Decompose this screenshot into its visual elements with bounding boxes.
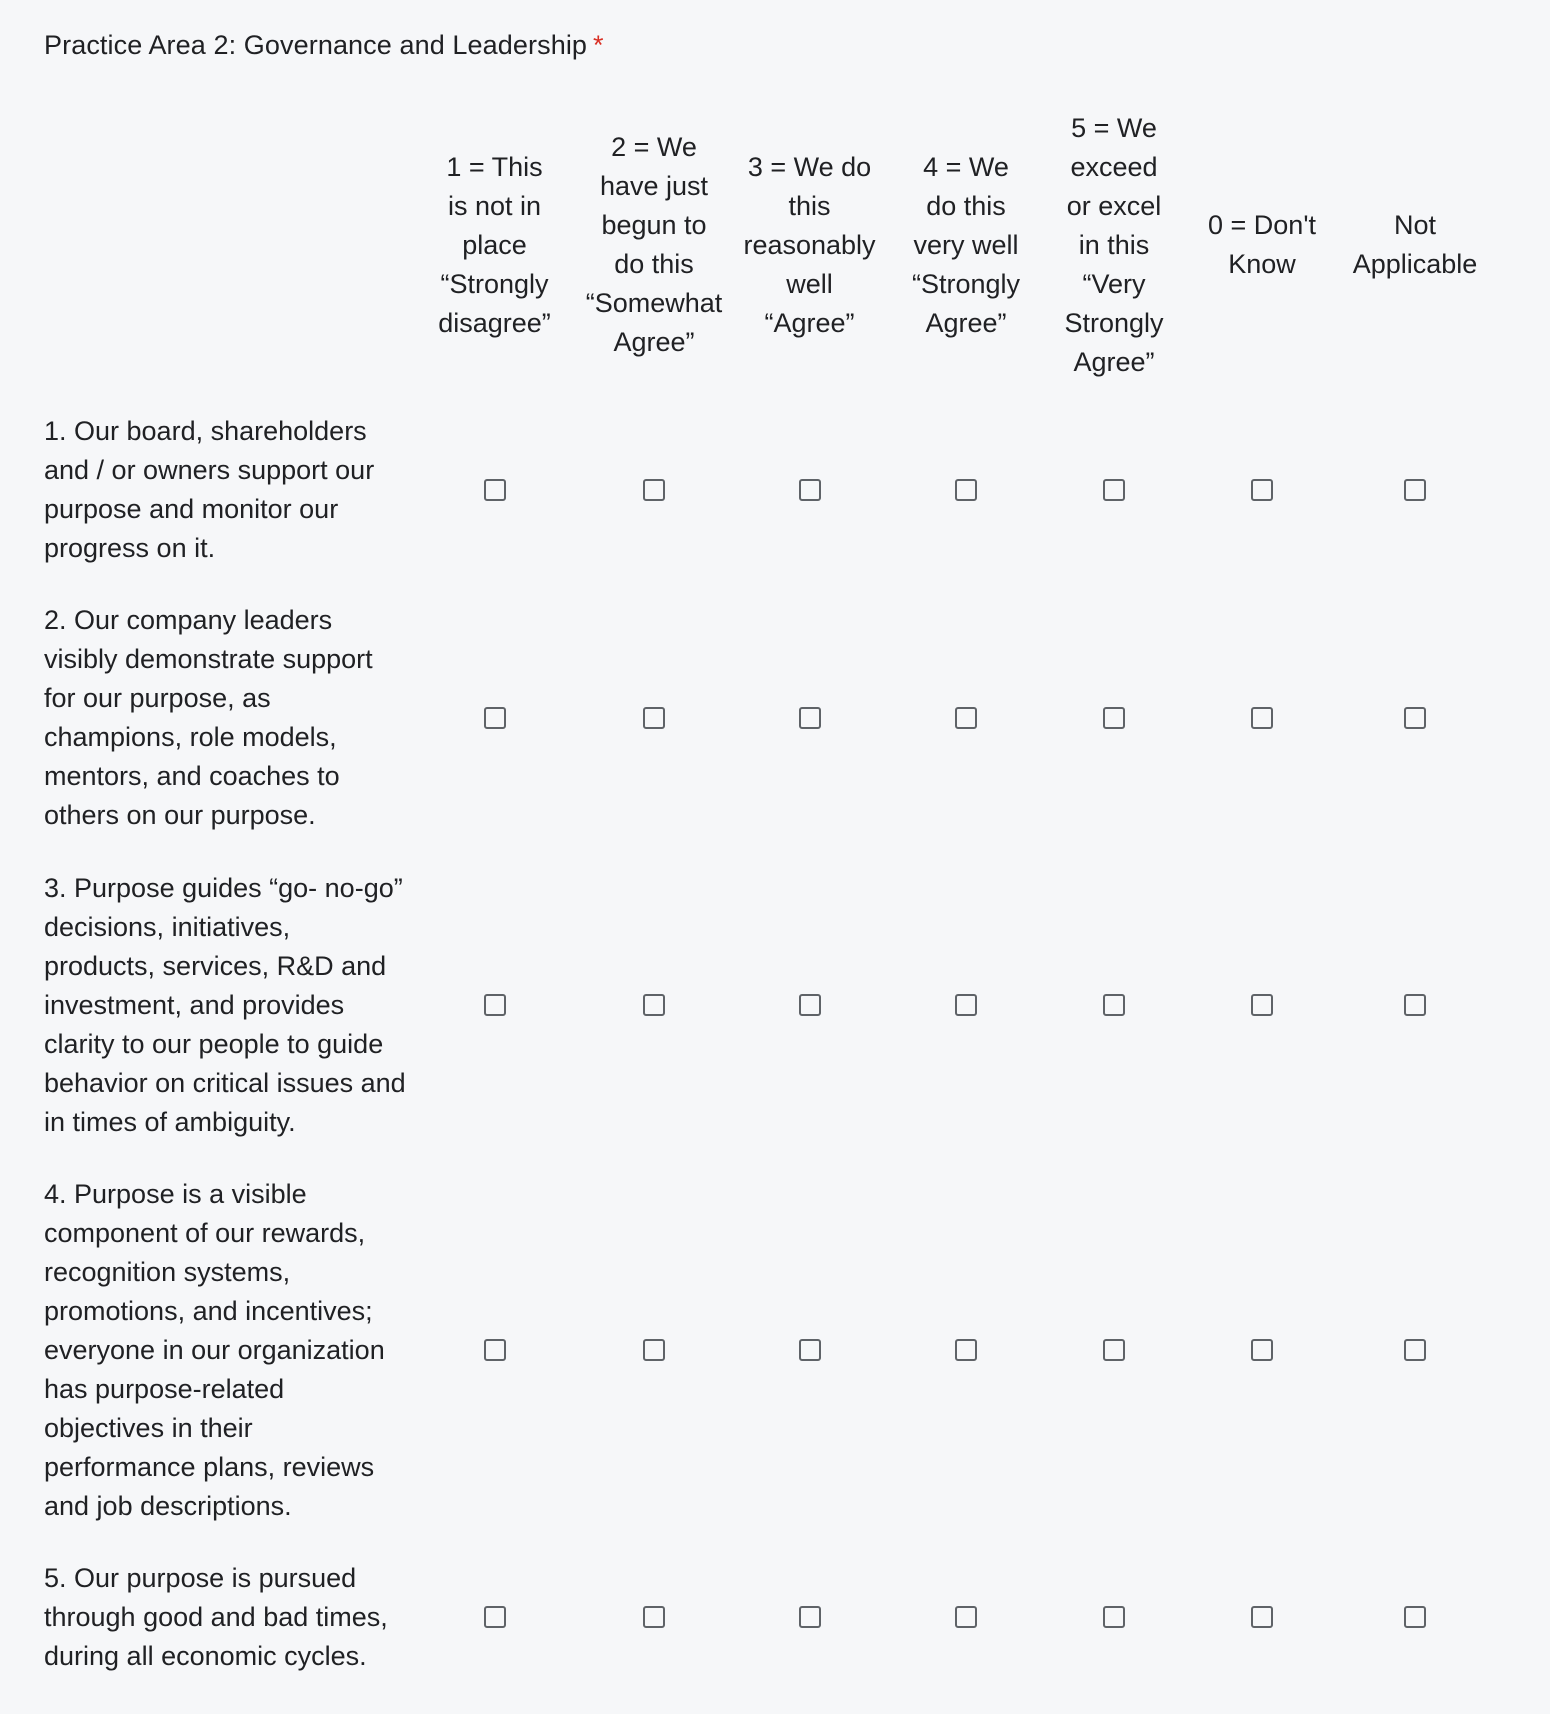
checkbox-row2-col5[interactable] <box>1103 707 1125 729</box>
grid-row-3 <box>44 852 1494 1158</box>
checkbox-row5-col5[interactable] <box>1103 1606 1125 1628</box>
grid-row-2 <box>44 584 1494 852</box>
checkbox-row1-col7[interactable] <box>1404 479 1426 501</box>
grid-cell <box>581 1542 727 1692</box>
grid-cell <box>892 584 1040 852</box>
grid-cell <box>727 1158 892 1542</box>
row-label-2: 2. Our company leaders visibly demonstrate support for our purpose, as champions, role models, mentors, and coaches to others on our purpose. <box>44 605 373 830</box>
checkbox-row3-col4[interactable] <box>955 994 977 1016</box>
grid-cell <box>581 1158 727 1542</box>
checkbox-row2-col6[interactable] <box>1251 707 1273 729</box>
checkbox-row3-col7[interactable] <box>1404 994 1426 1016</box>
grid-cell <box>727 1542 892 1692</box>
checkbox-row3-col1[interactable] <box>484 994 506 1016</box>
grid-cell <box>581 584 727 852</box>
grid-cell <box>1040 1158 1188 1542</box>
grid-cell <box>1336 396 1494 584</box>
grid-cell <box>408 584 581 852</box>
row-label-1: 1. Our board, shareholders and / or owners support our purpose and monitor our progress on it. <box>44 416 375 563</box>
question-title-text: Practice Area 2: Governance and Leadership <box>44 30 588 60</box>
grid-row-5 <box>44 1542 1494 1692</box>
checkbox-row5-col6[interactable] <box>1251 1606 1273 1628</box>
checkbox-row1-col6[interactable] <box>1251 479 1273 501</box>
grid-cell <box>1188 584 1336 852</box>
question-governance-leadership <box>44 26 1524 1671</box>
checkbox-row1-col4[interactable] <box>955 479 977 501</box>
checkbox-row2-col7[interactable] <box>1404 707 1426 729</box>
column-header-not-applicable: Not Applicable <box>1352 210 1478 279</box>
grid-row-4 <box>44 1158 1494 1542</box>
checkbox-row2-col3[interactable] <box>799 707 821 729</box>
grid-cell <box>408 396 581 584</box>
grid-cell <box>1040 396 1188 584</box>
checkbox-row4-col1[interactable] <box>484 1339 506 1361</box>
checkbox-grid <box>44 94 1494 1692</box>
grid-cell <box>1040 584 1188 852</box>
column-header-0-dont-know: 0 = Don't Know <box>1208 210 1316 279</box>
row-label-3: 3. Purpose guides “go- no-go” decisions, initiatives, products, services, R&D and investment, and provides clarity to our people to guide behavior on critical issues and in times of ambiguity. <box>44 872 406 1137</box>
checkbox-row3-col5[interactable] <box>1103 994 1125 1016</box>
column-header-5-exceed: 5 = We exceed or excel in this “Very Strongly Agree” <box>1064 112 1164 377</box>
grid-cell <box>1336 1542 1494 1692</box>
grid-cell <box>1336 852 1494 1158</box>
grid-cell <box>727 584 892 852</box>
grid-cell <box>1336 584 1494 852</box>
grid-cell <box>1188 852 1336 1158</box>
grid-cell <box>408 852 581 1158</box>
checkbox-row4-col3[interactable] <box>799 1339 821 1361</box>
grid-cell <box>892 396 1040 584</box>
checkbox-row4-col4[interactable] <box>955 1339 977 1361</box>
checkbox-row2-col1[interactable] <box>484 707 506 729</box>
grid-cell <box>1188 396 1336 584</box>
grid-cell <box>1040 1542 1188 1692</box>
checkbox-row5-col1[interactable] <box>484 1606 506 1628</box>
grid-cell <box>581 396 727 584</box>
column-header-2-just-begun: 2 = We have just begun to do this “Somewhat Agree” <box>585 132 723 357</box>
checkbox-row1-col3[interactable] <box>799 479 821 501</box>
checkbox-row5-col4[interactable] <box>955 1606 977 1628</box>
required-asterisk: * <box>593 30 604 60</box>
grid-row-1 <box>44 396 1494 584</box>
checkbox-row1-col2[interactable] <box>643 479 665 501</box>
grid-corner <box>44 94 408 396</box>
column-header-3-reasonably-well: 3 = We do this reasonably well “Agree” <box>743 151 876 338</box>
question-title <box>44 26 1524 64</box>
checkbox-row4-col6[interactable] <box>1251 1339 1273 1361</box>
column-header-4-very-well: 4 = We do this very well “Strongly Agree” <box>911 151 1021 338</box>
grid-cell <box>1336 1158 1494 1542</box>
grid-cell <box>581 852 727 1158</box>
checkbox-row5-col3[interactable] <box>799 1606 821 1628</box>
grid-cell <box>408 1542 581 1692</box>
grid-header-row <box>44 94 1494 396</box>
grid-cell <box>1188 1158 1336 1542</box>
row-label-4: 4. Purpose is a visible component of our rewards, recognition systems, promotions, and incentives; everyone in our organization has purpose-related objectives in their performance plans, reviews and job descriptions. <box>44 1178 385 1521</box>
checkbox-row3-col6[interactable] <box>1251 994 1273 1016</box>
checkbox-row2-col2[interactable] <box>643 707 665 729</box>
checkbox-row2-col4[interactable] <box>955 707 977 729</box>
checkbox-row4-col2[interactable] <box>643 1339 665 1361</box>
checkbox-row5-col7[interactable] <box>1404 1606 1426 1628</box>
checkbox-row4-col5[interactable] <box>1103 1339 1125 1361</box>
checkbox-row1-col5[interactable] <box>1103 479 1125 501</box>
column-header-1-not-in-place: 1 = This is not in place “Strongly disagree” <box>438 151 551 338</box>
checkbox-row3-col3[interactable] <box>799 994 821 1016</box>
checkbox-row1-col1[interactable] <box>484 479 506 501</box>
checkbox-row4-col7[interactable] <box>1404 1339 1426 1361</box>
checkbox-row3-col2[interactable] <box>643 994 665 1016</box>
grid-cell <box>727 396 892 584</box>
grid-cell <box>892 1158 1040 1542</box>
grid-cell <box>892 1542 1040 1692</box>
grid-cell <box>727 852 892 1158</box>
checkbox-row5-col2[interactable] <box>643 1606 665 1628</box>
row-label-5: 5. Our purpose is pursued through good and bad times, during all economic cycles. <box>44 1562 388 1671</box>
grid-cell <box>1040 852 1188 1158</box>
grid-cell <box>408 1158 581 1542</box>
grid-cell <box>1188 1542 1336 1692</box>
grid-cell <box>892 852 1040 1158</box>
